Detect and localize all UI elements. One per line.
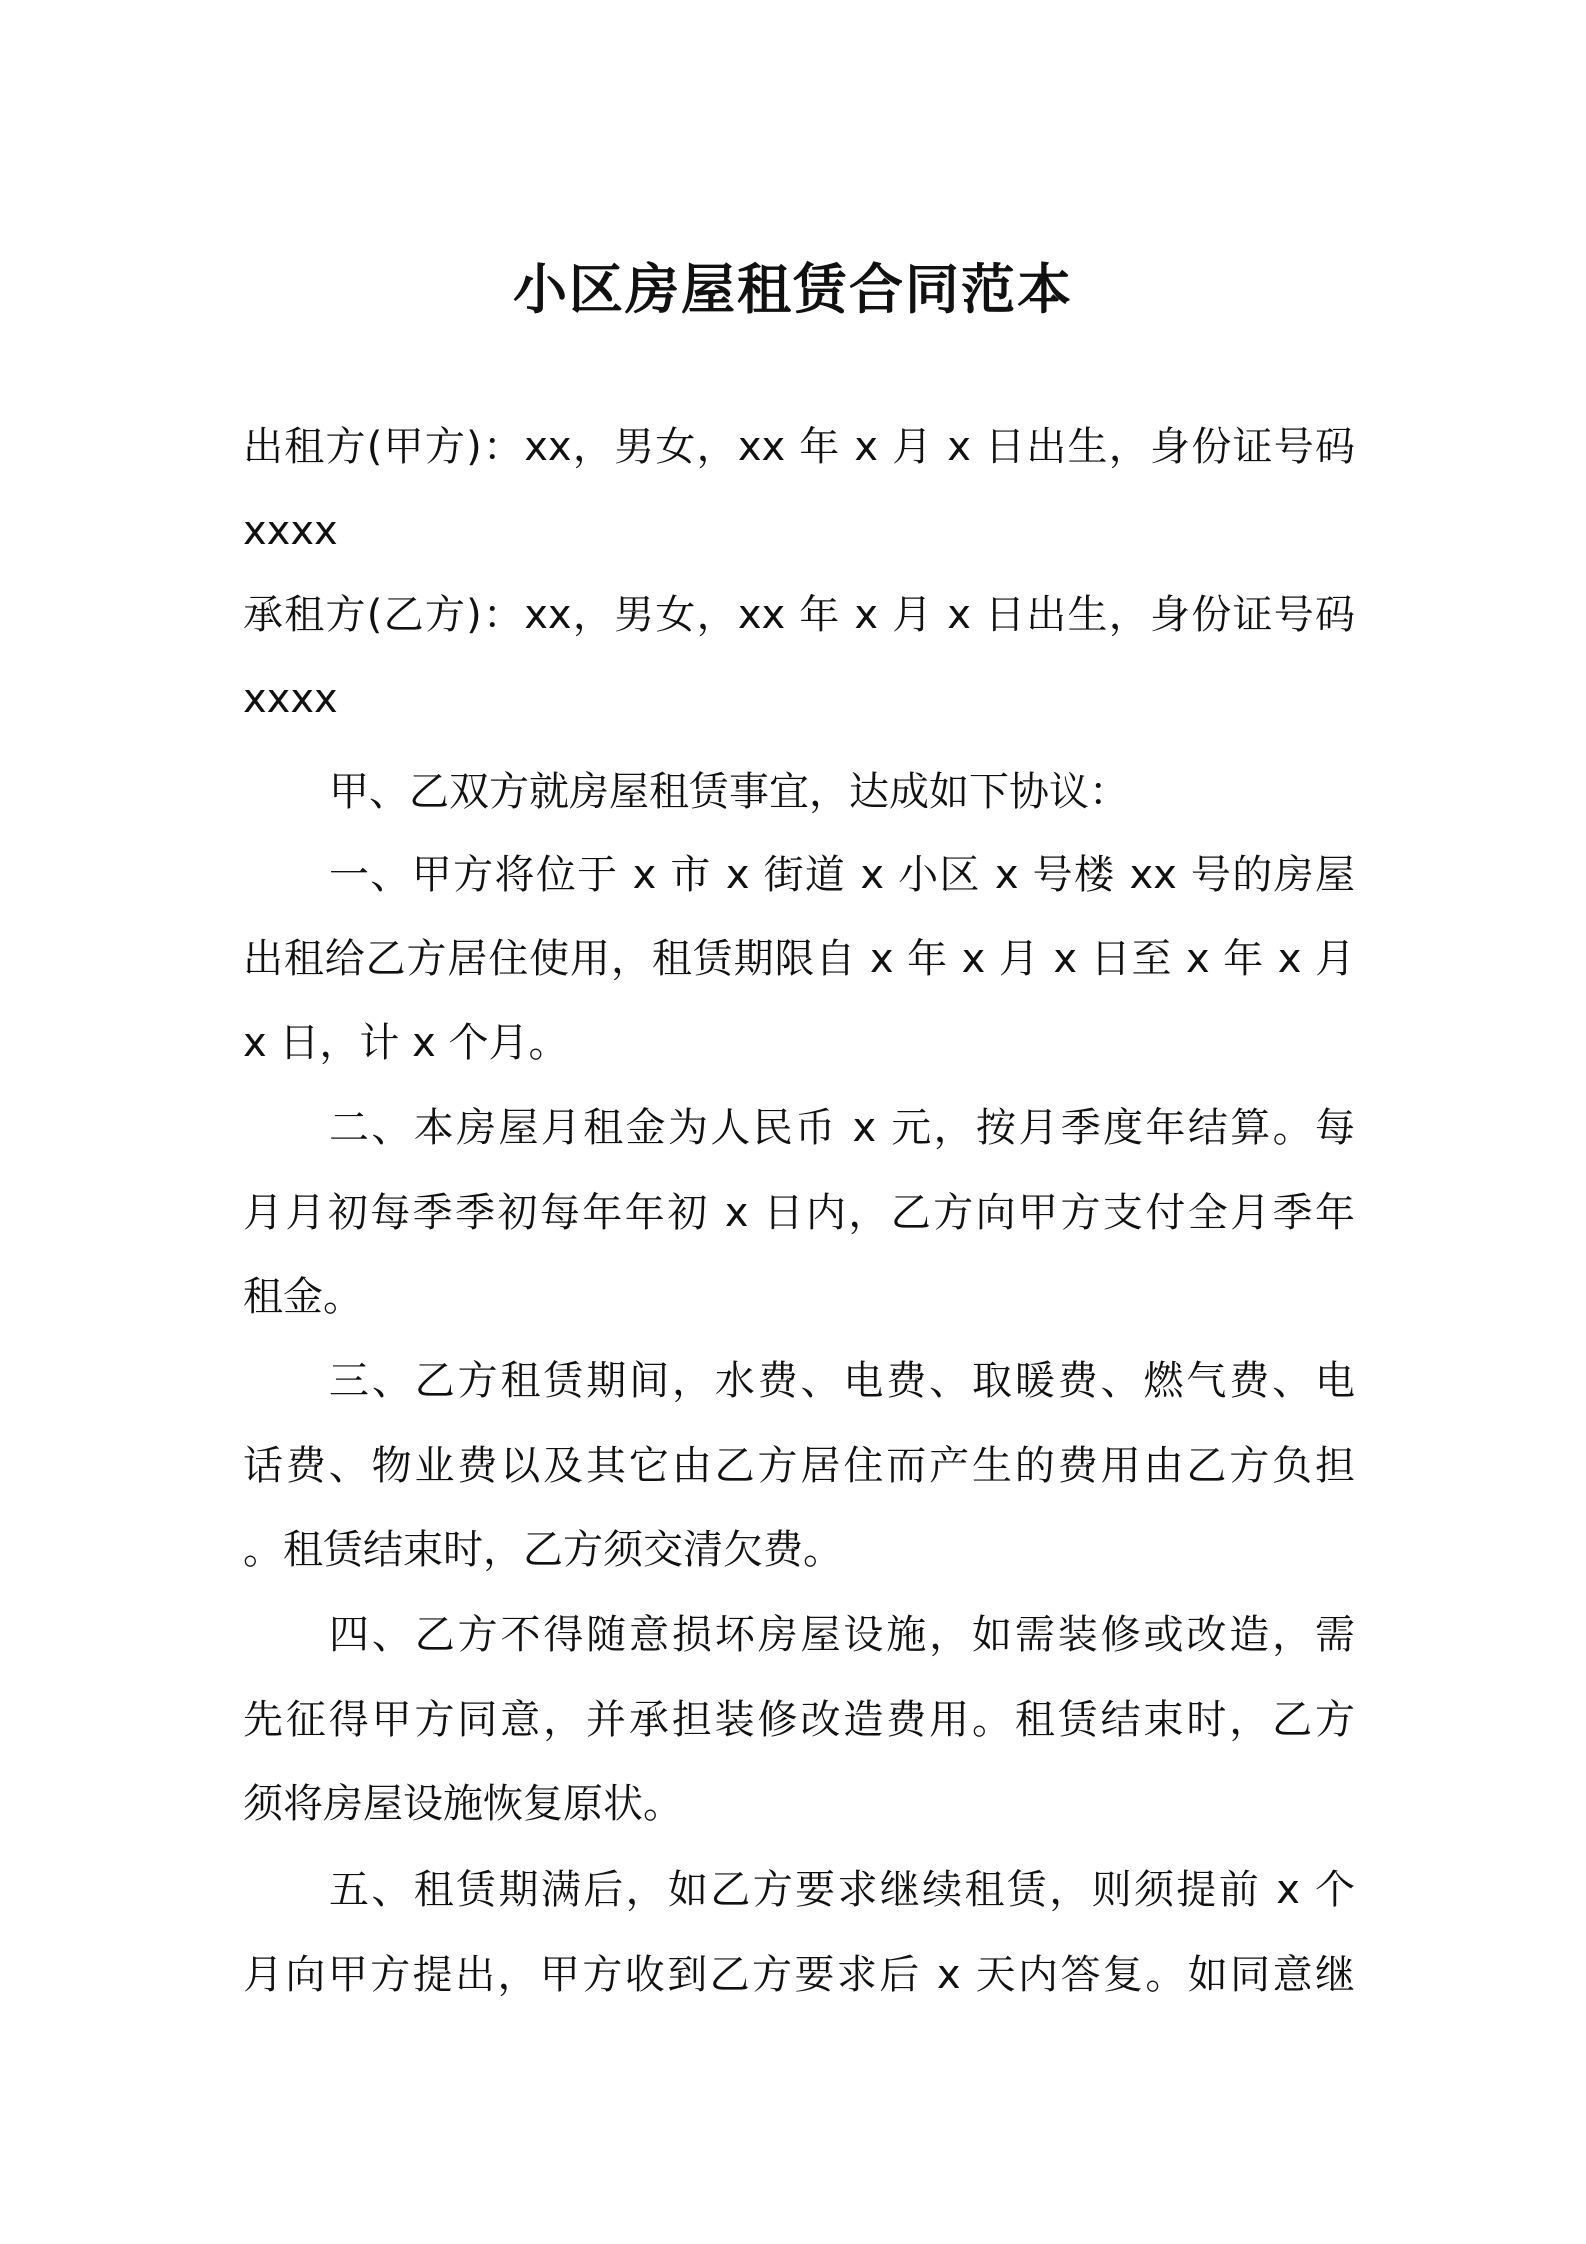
document-line: 出租给乙方居住使用，租赁期限自 x 年 x 月 x 日至 x 年 x 月 [243, 936, 1355, 982]
document-line: xxxx [243, 676, 338, 722]
document-line: x 日，计 x 个月。 [243, 1020, 569, 1066]
document-line: 三、乙方租赁期间，水费、电费、取暖费、燃气费、电 [329, 1358, 1355, 1404]
document-line: xxxx [243, 508, 338, 554]
document-line: 五、租赁期满后，如乙方要求继续租赁，则须提前 x 个 [329, 1867, 1355, 1913]
document-line: 租金。 [243, 1274, 363, 1320]
document-line: 月月初每季季初每年年初 x 日内，乙方向甲方支付全月季年 [243, 1190, 1355, 1236]
document-line: 须将房屋设施恢复原状。 [243, 1781, 683, 1827]
document-line: 一、甲方将位于 x 市 x 街道 x 小区 x 号楼 xx 号的房屋 [329, 852, 1355, 898]
document-line: 承租方(乙方)：xx，男女，xx 年 x 月 x 日出生，身份证号码 [243, 592, 1355, 638]
document-line: 先征得甲方同意，并承担装修改造费用。租赁结束时，乙方 [243, 1697, 1355, 1743]
document-line: 出租方(甲方)：xx，男女，xx 年 x 月 x 日出生，身份证号码 [243, 424, 1355, 470]
document-line: 二、本房屋月租金为人民币 x 元，按月季度年结算。每 [329, 1105, 1355, 1151]
document-line: 。租赁结束时，乙方须交清欠费。 [243, 1527, 843, 1573]
document-title: 小区房屋租赁合同范本 [513, 258, 1073, 321]
document-line: 话费、物业费以及其它由乙方居住而产生的费用由乙方负担 [243, 1443, 1355, 1489]
document-line: 甲、乙双方就房屋租赁事宜，达成如下协议： [329, 769, 1129, 815]
document-line: 四、乙方不得随意损坏房屋设施，如需装修或改造，需 [329, 1612, 1355, 1658]
document-line: 月向甲方提出，甲方收到乙方要求后 x 天内答复。如同意继 [243, 1952, 1355, 1998]
